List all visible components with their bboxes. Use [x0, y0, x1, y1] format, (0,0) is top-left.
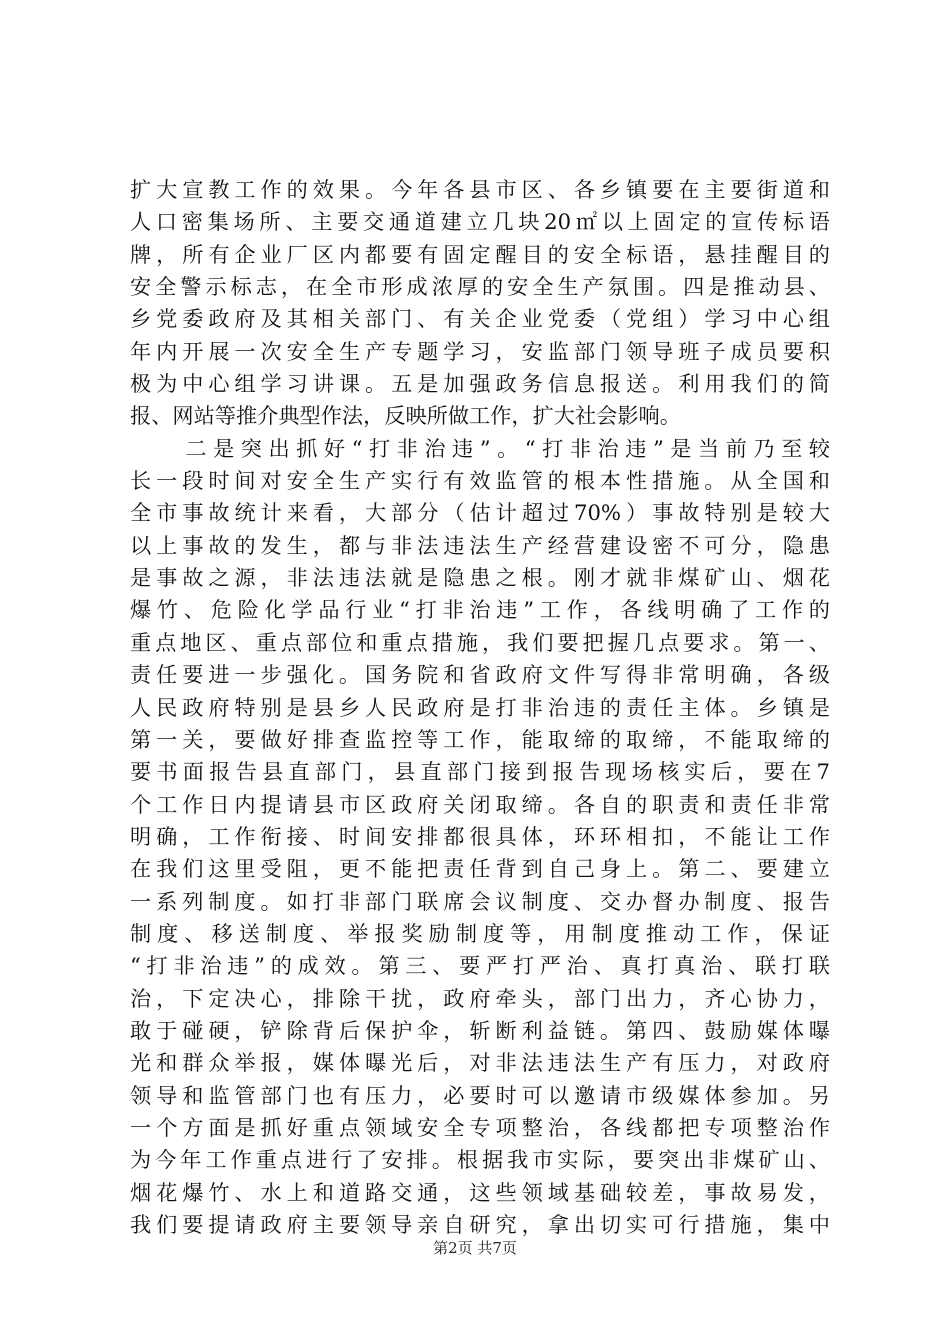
text-line: 年内开展一次安全生产专题学习，安监部门领导班子成员要积	[130, 338, 830, 364]
text-line: 我们要提请政府主要领导亲自研究，拿出切实可行措施，集中	[130, 1212, 830, 1237]
text-line: 在我们这里受阻，更不能把责任背到自己身上。第二、要建立	[130, 856, 830, 882]
text-line: 领导和监管部门也有压力，必要时可以邀请市级媒体参加。另	[130, 1082, 830, 1108]
text-line: 要书面报告县直部门，县直部门接到报告现场核实后，要在7	[130, 759, 830, 785]
text-line: 一个方面是抓好重点领域安全专项整治，各线都把专项整治作	[130, 1114, 830, 1140]
text-line: 敢于碰硬，铲除背后保护伞，斩断利益链。第四、鼓励媒体曝	[130, 1017, 830, 1043]
text-line: 人民政府特别是县乡人民政府是打非治违的责任主体。乡镇是	[130, 694, 830, 720]
text-line: 责任要进一步强化。国务院和省政府文件写得非常明确，各级	[130, 662, 830, 688]
text-line: 一系列制度。如打非部门联席会议制度、交办督办制度、报告	[130, 888, 830, 914]
text-line: 重点地区、重点部位和重点措施，我们要把握几点要求。第一、	[130, 629, 830, 655]
text-line: 人口密集场所、主要交通道建立几块20㎡以上固定的宣传标语	[130, 209, 830, 235]
text-line: 为今年工作重点进行了安排。根据我市实际，要突出非煤矿山、	[130, 1147, 830, 1173]
text-line: 爆竹、危险化学品行业“打非治违”工作，各线明确了工作的	[130, 597, 830, 623]
text-line: 安全警示标志，在全市形成浓厚的安全生产氛围。四是推动县、	[130, 274, 830, 300]
text-line: 烟花爆竹、水上和道路交通，这些领域基础较差，事故易发，	[130, 1179, 830, 1205]
document-body	[130, 174, 830, 1241]
text-line: 报、网站等推介典型作法，反映所做工作，扩大社会影响。	[130, 403, 681, 429]
text-line: 以上事故的发生，都与非法违法生产经营建设密不可分，隐患	[130, 532, 830, 558]
text-line: 极为中心组学习讲课。五是加强政务信息报送。利用我们的简	[130, 371, 830, 397]
text-line: “打非治违”的成效。第三、要严打严治、真打真治、联打联	[130, 953, 830, 979]
text-line: 第一关，要做好排查监控等工作，能取缔的取缔，不能取缔的	[130, 726, 830, 752]
text-line: 是事故之源，非法违法就是隐患之根。刚才就非煤矿山、烟花	[130, 565, 830, 591]
text-line: 乡党委政府及其相关部门、有关企业党委（党组）学习中心组	[130, 306, 830, 332]
text-line: 二是突出抓好“打非治违”。“打非治违”是当前乃至较	[130, 435, 830, 461]
text-line: 光和群众举报，媒体曝光后，对非法违法生产有压力，对政府	[130, 1050, 830, 1076]
text-line: 个工作日内提请县市区政府关闭取缔。各自的职责和责任非常	[130, 791, 830, 817]
text-line: 扩大宣教工作的效果。今年各县市区、各乡镇要在主要街道和	[130, 177, 830, 202]
text-line: 明确，工作衔接、时间安排都很具体，环环相扣，不能让工作	[130, 823, 830, 849]
text-line: 牌，所有企业厂区内都要有固定醒目的安全标语，悬挂醒目的	[130, 241, 830, 267]
text-line: 制度、移送制度、举报奖励制度等，用制度推动工作，保证	[130, 920, 830, 946]
text-line: 全市事故统计来看，大部分（估计超过70%）事故特别是较大	[130, 500, 830, 526]
page-number-footer: 第2页 共7页	[433, 1239, 517, 1257]
text-line: 治，下定决心，排除干扰，政府牵头，部门出力，齐心协力，	[130, 985, 830, 1011]
text-line: 长一段时间对安全生产实行有效监管的根本性措施。从全国和	[130, 468, 830, 494]
